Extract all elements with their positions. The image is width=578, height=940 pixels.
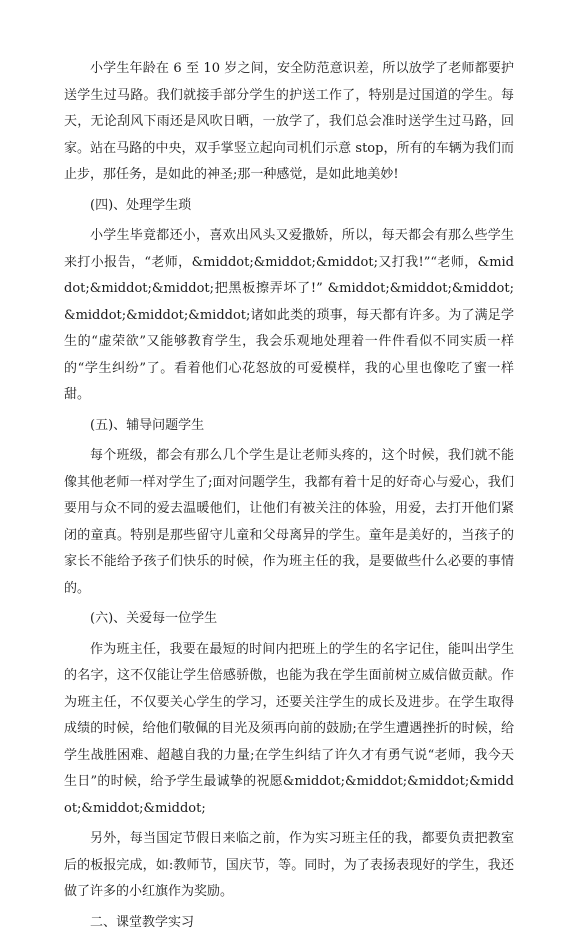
paragraph-student-trifles: 小学生毕竟都还小，喜欢出风头又爱撒娇，所以，每天都会有那么些学生来打小报告，“老师，&middot;&middot;&middot;又打我!”“老师，&middot;&middot;&middot;把黑板擦弄坏了!” &middot;&middot;&middot;&middot;&middot;&middot;诸如此类的琐事，每天都有许多。为了满足学生的“虚荣欲”又能够教育学生，我会乐观地处理着一件件看似不同实质一样的“学生纠纷”了。看着他们心花怒放的可爱模样，我的心里也像吃了蜜一样甜。	[64, 223, 514, 409]
section-heading-4: (四)、处理学生琐	[64, 189, 514, 224]
paragraph-problem-students: 每个班级，都会有那么几个学生是让老师头疼的，这个时候，我们就不能像其他老师一样对学生了;面对问题学生，我都有着十足的好奇心与爱心，我们要用与众不同的爱去温暖他们，让他们有被关注的体验，用爱，去打开他们紧闭的童真。特别是那些留守儿童和父母离异的学生。童年是美好的，当孩子的家长不能给予孩子们快乐的时候，作为班主任的我，是要做些什么必要的事情的。	[64, 443, 514, 602]
paragraph-blackboard: 另外，每当国定节假日来临之前，作为实习班主任的我，都要负责把教室后的板报完成，如:教师节，国庆节，等。同时，为了表扬表现好的学生，我还做了许多的小红旗作为奖励。	[64, 826, 514, 906]
section-heading-classroom: 二、课堂教学实习	[64, 906, 514, 940]
paragraph-care-students: 作为班主任，我要在最短的时间内把班上的学生的名字记住，能叫出学生的名字，这不仅能让学生倍感骄傲，也能为我在学生面前树立威信做贡献。作为班主任，不仅要关心学生的学习，还要关注学生的成长及进步。在学生取得成绩的时候，给他们敬佩的目光及须再向前的鼓励;在学生遭遇挫折的时候，给学生战胜困难、超越自我的力量;在学生纠结了许久才有勇气说“老师，我今天生日”的时候，给予学生最诚挚的祝愿&middot;&middot;&middot;&middot;&middot;&middot;	[64, 637, 514, 823]
paragraph-crossing-duty: 小学生年龄在 6 至 10 岁之间，安全防范意识差，所以放学了老师都要护送学生过马路。我们就接手部分学生的护送工作了，特别是过国道的学生。每天，无论刮风下雨还是风吹日晒，一放学了，我们总会准时送学生过马路，回家。站在马路的中央，双手掌竖立起向司机们示意 stop，所有的车辆为我们而止步，那任务，是如此的神圣;那一种感觉，是如此地美妙!	[64, 56, 514, 189]
section-heading-6: (六)、关爱每一位学生	[64, 602, 514, 637]
document-page	[64, 56, 514, 940]
section-heading-5: (五)、辅导问题学生	[64, 409, 514, 444]
